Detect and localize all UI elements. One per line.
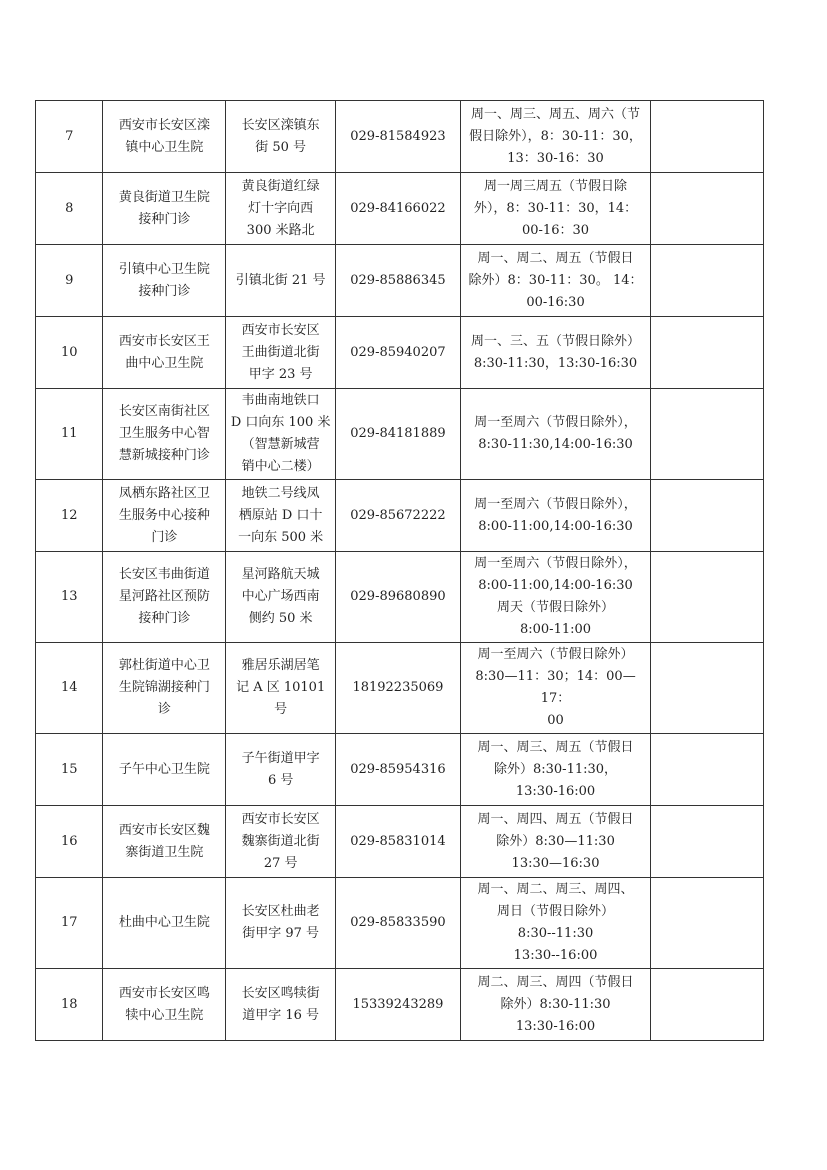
clinic-address: 引镇北街 21 号 [226, 245, 336, 317]
clinic-phone: 15339243289 [336, 969, 461, 1041]
clinic-note [651, 101, 764, 173]
clinic-note [651, 806, 764, 878]
clinic-phone: 029-85831014 [336, 806, 461, 878]
clinic-phone: 029-89680890 [336, 552, 461, 643]
table-row [36, 389, 764, 480]
clinic-phone: 029-85954316 [336, 734, 461, 806]
clinic-name: 长安区南街社区 卫生服务中心智 慧新城接种门诊 [103, 389, 226, 480]
clinic-hours: 周二、周三、周四（节假日 除外）8:30-11:30 13:30-16:00 [460, 969, 650, 1041]
table-row [36, 806, 764, 878]
clinic-phone: 18192235069 [336, 643, 461, 734]
row-number: 8 [36, 173, 103, 245]
clinic-hours: 周一、周三、周五、周六（节 假日除外），8：30-11：30， 13：30-16：30 [460, 101, 650, 173]
clinic-address: 西安市长安区 王曲街道北街 甲字 23 号 [226, 317, 336, 389]
row-number: 11 [36, 389, 103, 480]
clinic-note [651, 389, 764, 480]
clinic-note [651, 969, 764, 1041]
clinic-phone: 029-85833590 [336, 878, 461, 969]
clinic-hours: 周一周三周五（节假日除 外），8：30-11：30，14： 00-16：30 [460, 173, 650, 245]
clinic-hours: 周一、周二、周三、周四、 周日（节假日除外） 8:30--11:30 13:30--16:00 [460, 878, 650, 969]
clinic-name: 西安市长安区滦 镇中心卫生院 [103, 101, 226, 173]
clinic-name: 西安市长安区王 曲中心卫生院 [103, 317, 226, 389]
clinic-name: 凤栖东路社区卫 生服务中心接种 门诊 [103, 480, 226, 552]
row-number: 15 [36, 734, 103, 806]
clinic-name: 黄良街道卫生院 接种门诊 [103, 173, 226, 245]
row-number: 18 [36, 969, 103, 1041]
table-row [36, 969, 764, 1041]
clinic-phone: 029-81584923 [336, 101, 461, 173]
clinic-name: 西安市长安区鸣 犊中心卫生院 [103, 969, 226, 1041]
table-row [36, 643, 764, 734]
clinic-name: 杜曲中心卫生院 [103, 878, 226, 969]
clinic-address: 长安区鸣犊街 道甲字 16 号 [226, 969, 336, 1041]
clinic-name: 郭杜街道中心卫 生院锦湖接种门 诊 [103, 643, 226, 734]
row-number: 7 [36, 101, 103, 173]
clinic-address: 西安市长安区 魏寨街道北街 27 号 [226, 806, 336, 878]
table-row [36, 317, 764, 389]
table-row [36, 878, 764, 969]
clinic-note [651, 245, 764, 317]
row-number: 13 [36, 552, 103, 643]
clinic-hours: 周一、周三、周五（节假日 除外）8:30-11:30， 13:30-16:00 [460, 734, 650, 806]
clinic-phone: 029-85940207 [336, 317, 461, 389]
row-number: 9 [36, 245, 103, 317]
clinic-name: 西安市长安区魏 寨街道卫生院 [103, 806, 226, 878]
table-row [36, 480, 764, 552]
clinic-hours: 周一、周二、周五（节假日 除外）8：30-11：30。 14： 00-16:30 [460, 245, 650, 317]
clinic-note [651, 173, 764, 245]
row-number: 17 [36, 878, 103, 969]
clinic-table-body [36, 101, 764, 1041]
clinic-phone: 029-84181889 [336, 389, 461, 480]
table-row [36, 173, 764, 245]
row-number: 16 [36, 806, 103, 878]
clinic-phone: 029-84166022 [336, 173, 461, 245]
clinic-address: 地铁二号线凤 栖原站 D 口十 一向东 500 米 [226, 480, 336, 552]
table-row [36, 245, 764, 317]
clinic-hours: 周一、周四、周五（节假日 除外）8:30—11:30 13:30—16:30 [460, 806, 650, 878]
clinic-hours: 周一、三、五（节假日除外） 8:30-11:30，13:30-16:30 [460, 317, 650, 389]
clinic-name: 子午中心卫生院 [103, 734, 226, 806]
clinic-note [651, 643, 764, 734]
clinic-note [651, 317, 764, 389]
clinic-phone: 029-85672222 [336, 480, 461, 552]
table-row [36, 101, 764, 173]
clinic-address: 长安区滦镇东 街 50 号 [226, 101, 336, 173]
clinic-table [35, 100, 764, 1041]
clinic-hours: 周一至周六（节假日除外）， 8:00-11:00,14:00-16:30 周天（节假日除外） 8:00-11:00 [460, 552, 650, 643]
clinic-hours: 周一至周六（节假日除外） 8:30—11：30；14：00—17： 00 [460, 643, 650, 734]
clinic-hours: 周一至周六（节假日除外）， 8:30-11:30,14:00-16:30 [460, 389, 650, 480]
clinic-address: 韦曲南地铁口 D 口向东 100 米 （智慧新城营 销中心二楼） [226, 389, 336, 480]
row-number: 14 [36, 643, 103, 734]
clinic-phone: 029-85886345 [336, 245, 461, 317]
clinic-note [651, 878, 764, 969]
clinic-name: 引镇中心卫生院 接种门诊 [103, 245, 226, 317]
row-number: 10 [36, 317, 103, 389]
row-number: 12 [36, 480, 103, 552]
clinic-note [651, 552, 764, 643]
clinic-name: 长安区韦曲街道 星河路社区预防 接种门诊 [103, 552, 226, 643]
clinic-address: 雅居乐湖居笔 记 A 区 10101 号 [226, 643, 336, 734]
clinic-note [651, 734, 764, 806]
clinic-address: 黄良街道红绿 灯十字向西 300 米路北 [226, 173, 336, 245]
clinic-hours: 周一至周六（节假日除外）， 8:00-11:00,14:00-16:30 [460, 480, 650, 552]
clinic-address: 星河路航天城 中心广场西南 侧约 50 米 [226, 552, 336, 643]
clinic-note [651, 480, 764, 552]
clinic-address: 长安区杜曲老 街甲字 97 号 [226, 878, 336, 969]
table-row [36, 734, 764, 806]
table-row [36, 552, 764, 643]
clinic-address: 子午街道甲字 6 号 [226, 734, 336, 806]
